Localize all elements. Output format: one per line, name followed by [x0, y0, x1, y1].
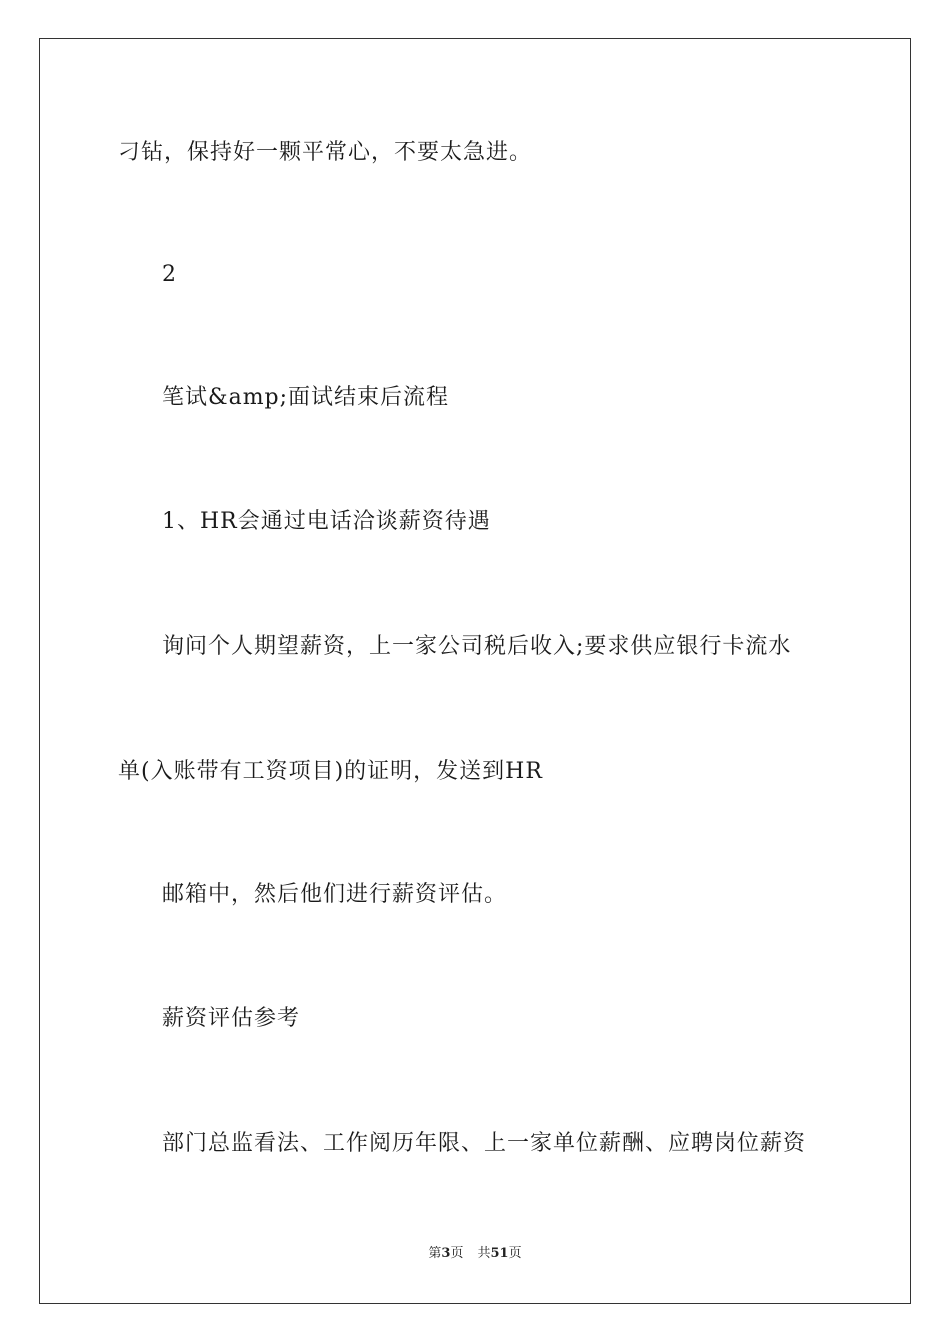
- paragraph-line-2: 询问个人期望薪资，上一家公司税后收入;要求供应银行卡流水: [162, 634, 792, 659]
- footer-total-prefix: 共: [477, 1246, 491, 1261]
- footer-page-prefix: 第: [428, 1246, 442, 1261]
- footer-total-suffix: 页: [508, 1246, 522, 1261]
- footer-page-suffix: 页: [450, 1246, 464, 1261]
- step-heading: 1、HR会通过电话洽谈薪资待遇: [162, 509, 491, 534]
- subheading-salary-reference: 薪资评估参考: [162, 1006, 301, 1031]
- section-heading: 笔试&amp;面试结束后流程: [162, 385, 450, 410]
- footer-page-number: 3: [441, 1246, 451, 1261]
- page-frame: [39, 38, 911, 1304]
- section-number: 2: [162, 262, 177, 287]
- paragraph-line-3: 单(入账带有工资项目)的证明，发送到HR: [118, 759, 543, 784]
- page-footer: [0, 1245, 950, 1263]
- footer-total-pages: 51: [490, 1246, 509, 1261]
- paragraph-line-1: 刁钻，保持好一颗平常心，不要太急进。: [118, 140, 533, 165]
- paragraph-line-5: 部门总监看法、工作阅历年限、上一家单位薪酬、应聘岗位薪资: [162, 1131, 807, 1156]
- paragraph-line-4: 邮箱中，然后他们进行薪资评估。: [162, 882, 508, 907]
